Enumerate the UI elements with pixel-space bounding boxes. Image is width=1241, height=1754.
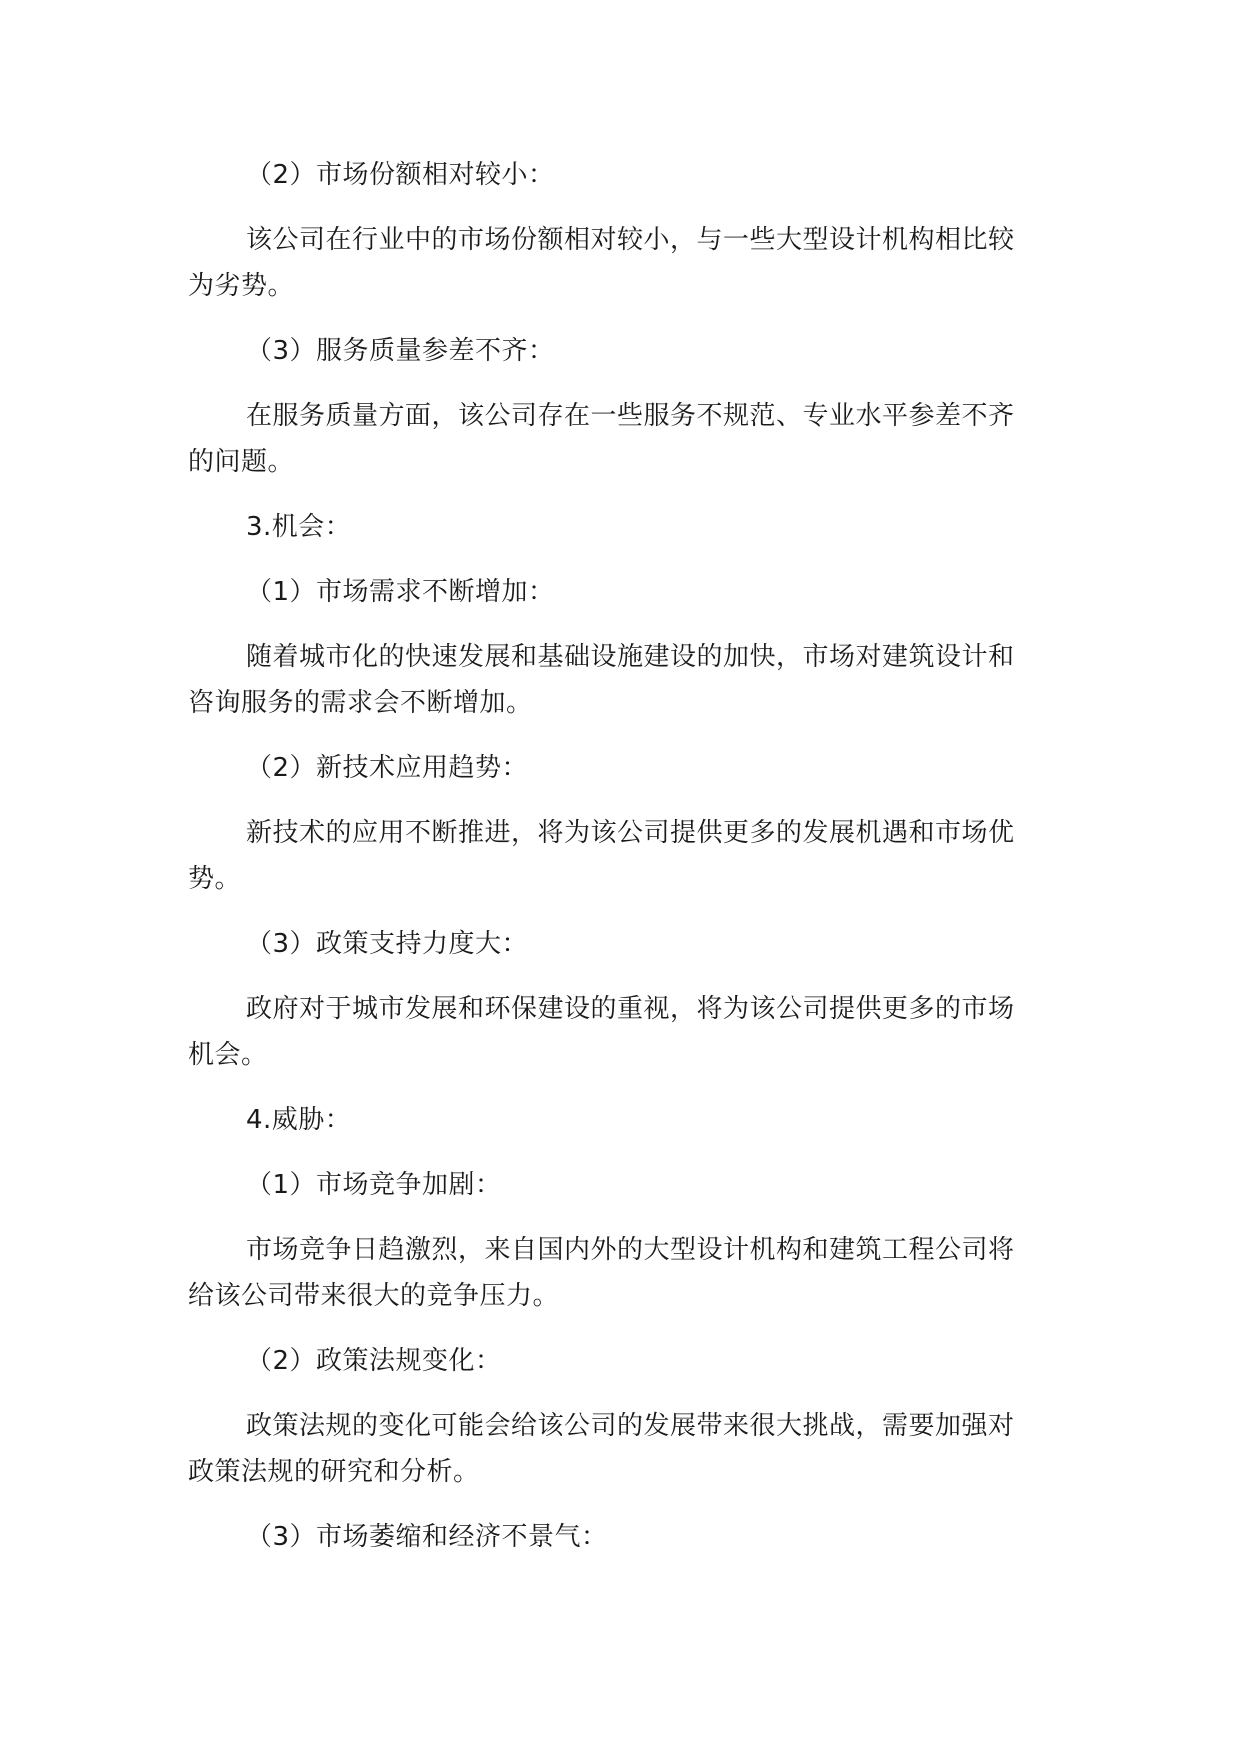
body-paragraph: 新技术的应用不断推进，将为该公司提供更多的发展机遇和市场优势。	[188, 818, 1015, 894]
body-paragraph: 在服务质量方面，该公司存在一些服务不规范、专业水平参差不齐的问题。	[188, 401, 1015, 477]
body-paragraph: 该公司在行业中的市场份额相对较小，与一些大型设计机构相比较为劣势。	[188, 225, 1015, 301]
body-paragraph: 政府对于城市发展和环保建设的重视，将为该公司提供更多的市场机会。	[188, 994, 1015, 1070]
section-heading: 4.威胁：	[246, 1105, 352, 1135]
body-paragraph: 市场竞争日趋激烈，来自国内外的大型设计机构和建筑工程公司将给该公司带来很大的竞争压力。	[188, 1235, 1015, 1311]
section-heading: （2）新技术应用趋势：	[246, 753, 529, 783]
section-heading: （3）政策支持力度大：	[246, 929, 529, 959]
section-heading: （3）服务质量参差不齐：	[246, 336, 555, 366]
document-body	[188, 152, 1040, 1579]
section-heading: 3.机会：	[246, 512, 352, 542]
section-heading: （2）市场份额相对较小：	[246, 160, 555, 190]
section-heading: （3）市场萎缩和经济不景气：	[246, 1522, 608, 1552]
section-heading: （1）市场竞争加剧：	[246, 1170, 502, 1200]
body-paragraph: 政策法规的变化可能会给该公司的发展带来很大挑战，需要加强对政策法规的研究和分析。	[188, 1411, 1015, 1487]
section-heading: （2）政策法规变化：	[246, 1346, 502, 1376]
body-paragraph: 随着城市化的快速发展和基础设施建设的加快，市场对建筑设计和咨询服务的需求会不断增加。	[188, 642, 1015, 718]
section-heading: （1）市场需求不断增加：	[246, 577, 555, 607]
